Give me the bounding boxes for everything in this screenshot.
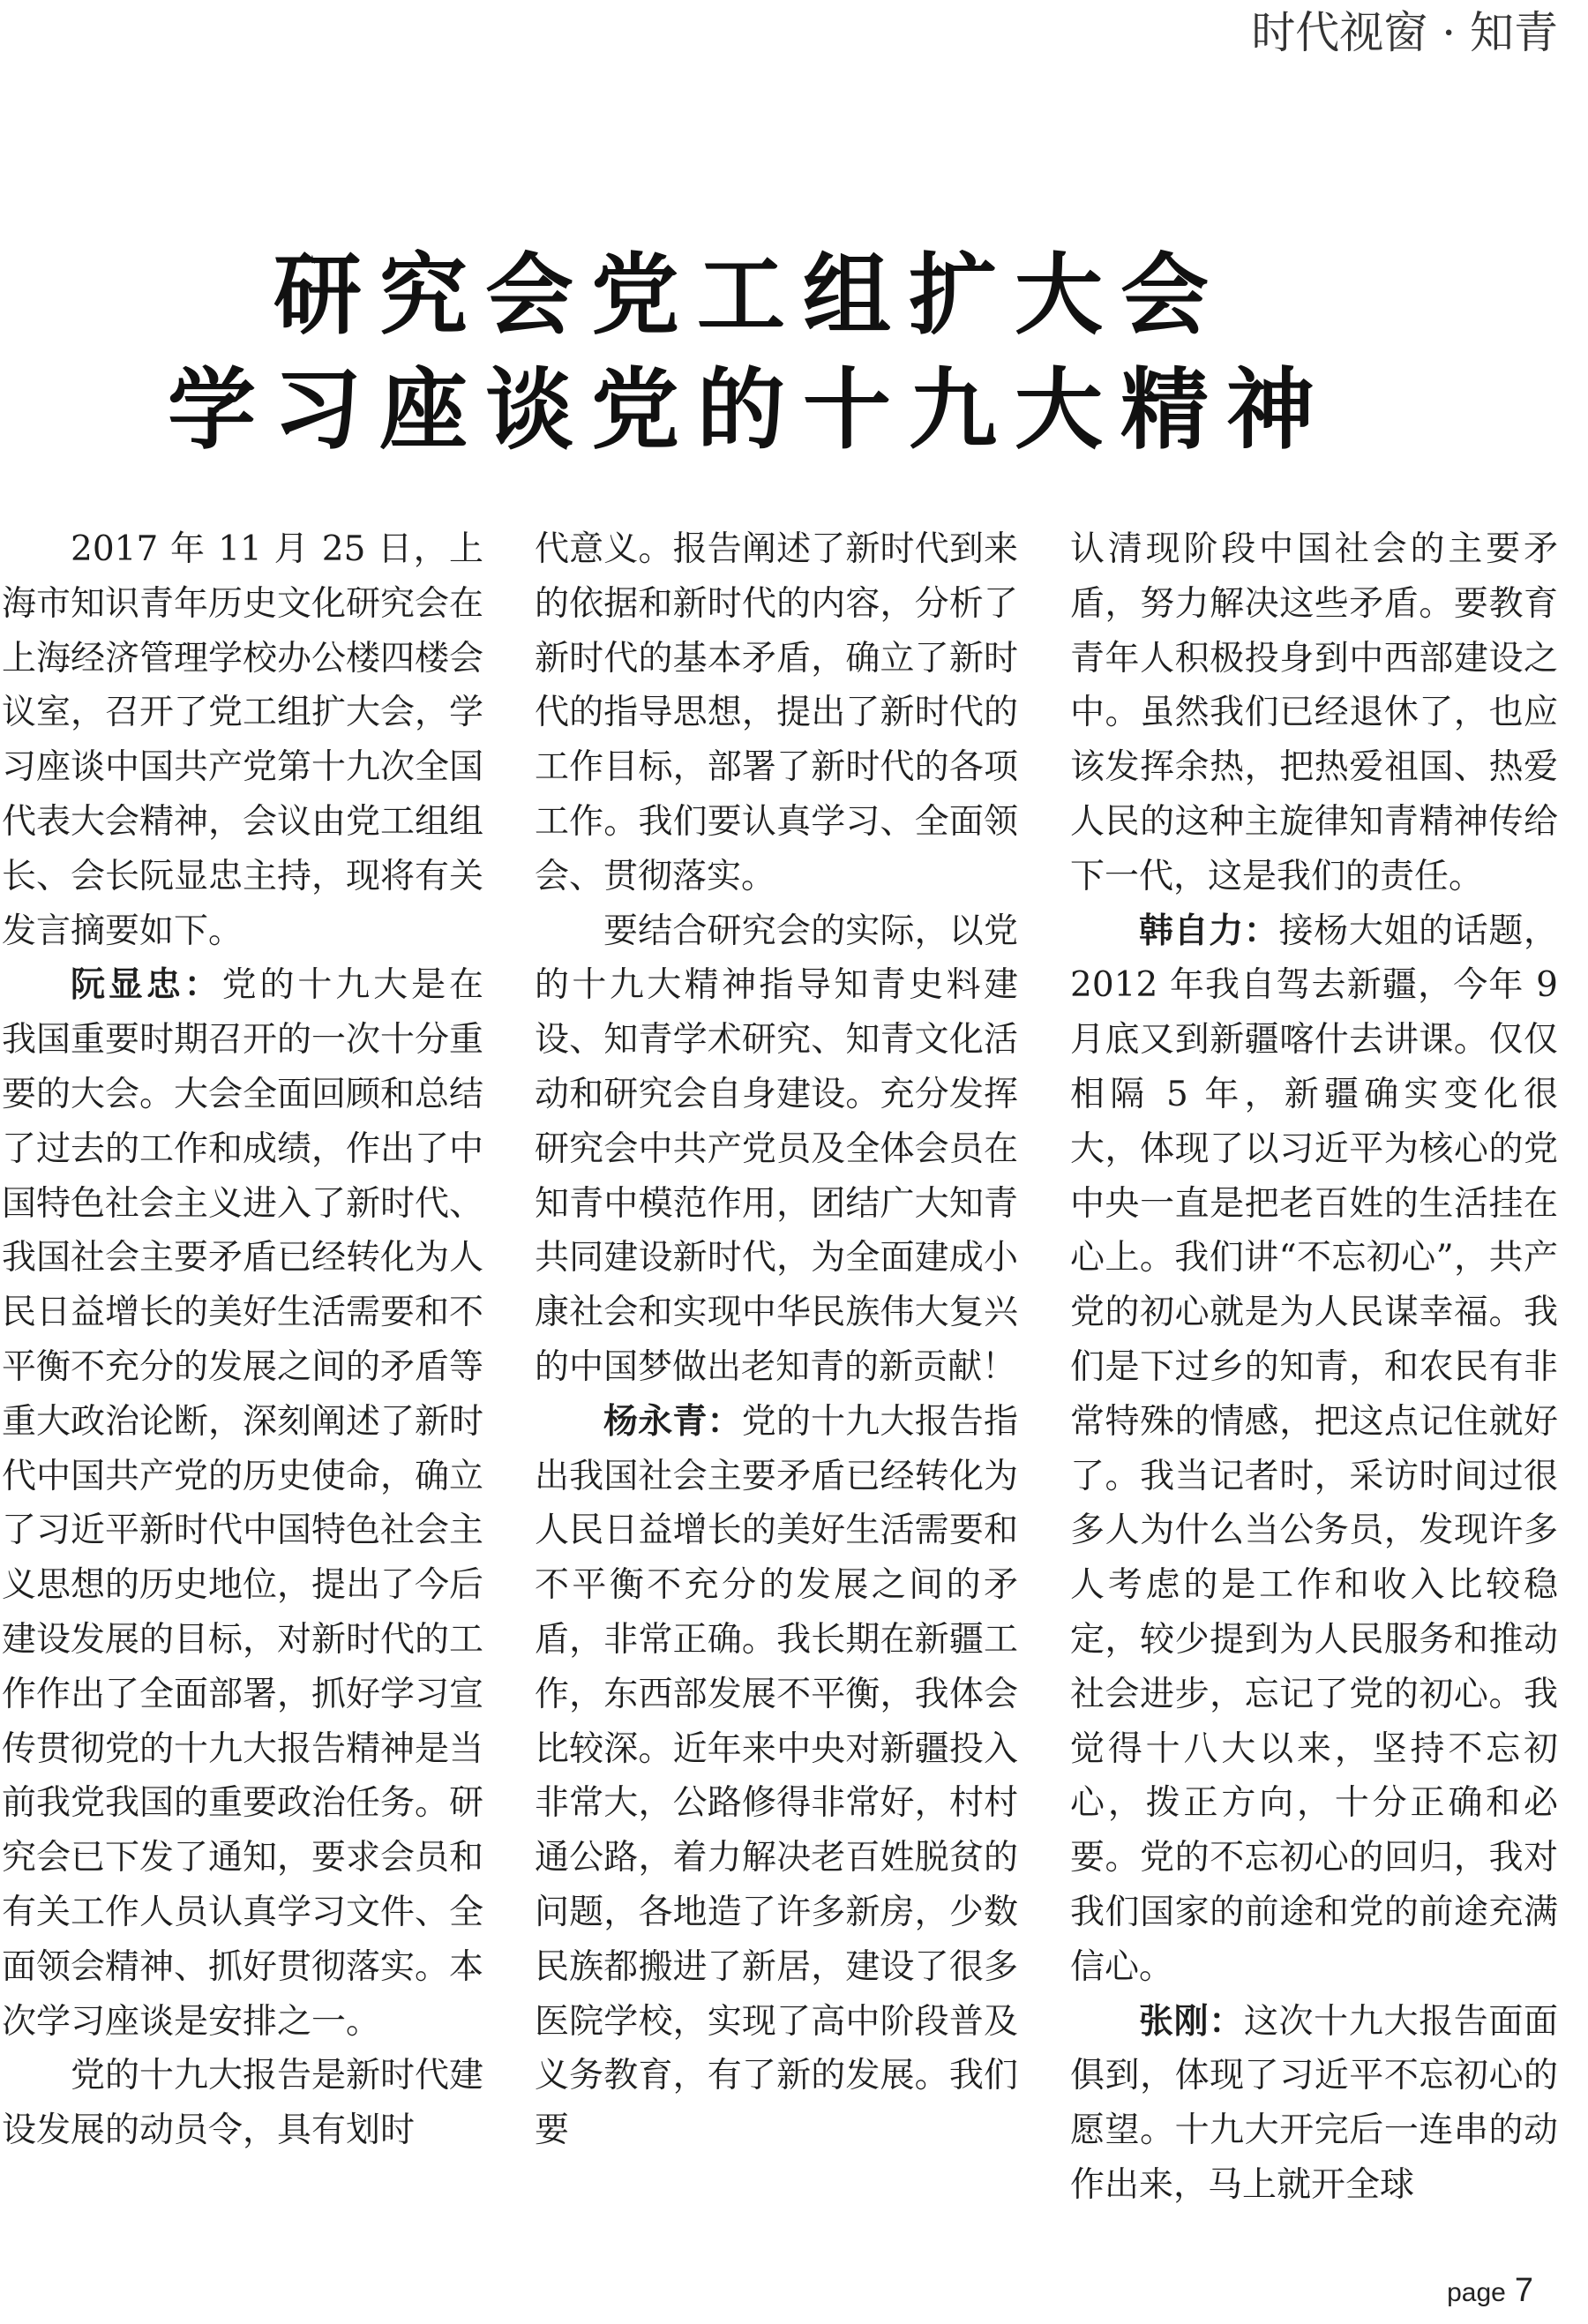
body-paragraph: 党的十九大报告是新时代建设发展的动员令，具有划时 [2, 2056, 484, 2151]
body-paragraph: 要结合研究会的实际，以党的十九大精神指导知青史料建设、知青学术研究、知青文化活动和研究会自身建设。充分发挥研究会中共产党员及全体会员在知青中模范作用，团结广大知青共同建设新时代，为全面建成小康社会和实现中华民族伟大复兴的中国梦做出老知青的新贡献！ [535, 911, 1018, 1387]
text-column-3 [1070, 522, 1558, 2213]
article-title-line-1: 研究会党工组扩大会 [273, 244, 1226, 347]
article-title-line-2: 学习座谈党的十九大精神 [168, 358, 1332, 461]
speech-paragraph [2, 958, 483, 2049]
text-column-1 [2, 522, 483, 2158]
speech-text: 党的十九大报告指出我国社会主要矛盾已经转化为人民日益增长的美好生活需要和不平衡不充分的发展之间的矛盾，非常正确。我长期在新疆工作，东西部发展不平衡，我体会比较深。近年来中央对新疆投入非常大，公路修得非常好，村村通公路，着力解决老百姓脱贫的问题，各地造了许多新房，少数民族都搬进了新居，建设了很多医院学校，实现了高中阶段普及义务教育，有了新的发展。我们要 [535, 1401, 1018, 2151]
page-label: page [1447, 2278, 1506, 2307]
continued-paragraph: 认清现阶段中国社会的主要矛盾，努力解决这些矛盾。要教育青年人积极投身到中西部建设之中。虽然我们已经退休了，也应该发挥余热，把热爱祖国、热爱人民的这种主旋律知青精神传给下一代，这是我们的责任。 [1070, 529, 1558, 896]
intro-paragraph: 2017 年 11 月 25 日，上海市知识青年历史文化研究会在上海经济管理学校办公楼四楼会议室，召开了党工组扩大会，学习座谈中国共产党第十九次全国代表大会精神，会议由党工组组长、会长阮显忠主持，现将有关发言摘要如下。 [2, 529, 484, 951]
page-number: 7 [1514, 2272, 1533, 2309]
speaker-name: 韩自力： [1139, 911, 1279, 951]
section-header: 时代视窗 · 知青 [1251, 7, 1558, 58]
speech-text: 党的十九大是在我国重要时期召开的一次十分重要的大会。大会全面回顾和总结了过去的工作和成绩，作出了中国特色社会主义进入了新时代、我国社会主要矛盾已经转化为人民日益增长的美好生活需要和不平衡不充分的发展之间的矛盾等重大政治论断，深刻阐述了新时代中国共产党的历史使命，确立了习近平新时代中国特色社会主义思想的历史地位，提出了今后建设发展的目标，对新时代的工作作出了全面部署，抓好学习宣传贯彻党的十九大报告精神是当前我党我国的重要政治任务。研究会已下发了通知，要求会员和有关工作人员认真学习文件、全面领会精神、抓好贯彻落实。本次学习座谈是安排之一。 [2, 965, 484, 2042]
speech-paragraph [1070, 904, 1558, 1995]
page-footer [1447, 2272, 1533, 2310]
speech-paragraph [1070, 1995, 1558, 2213]
speech-paragraph [535, 1395, 1018, 2158]
speech-text: 这次十九大报告面面俱到，体现了习近平不忘初心的愿望。十九大开完后一连串的动作出来，马上就开全球 [1070, 2001, 1558, 2205]
continued-paragraph: 代意义。报告阐述了新时代到来的依据和新时代的内容，分析了新时代的基本矛盾，确立了新时代的指导思想，提出了新时代的工作目标，部署了新时代的各项工作。我们要认真学习、全面领会、贯彻落实。 [535, 529, 1018, 896]
speaker-name: 杨永青： [603, 1401, 742, 1442]
speech-text: 接杨大姐的话题，2012 年我自驾去新疆，今年 9 月底又到新疆喀什去讲课。仅仅相隔 5 年，新疆确实变化很大，体现了以习近平为核心的党中央一直是把老百姓的生活挂在心上。我们讲“不忘初心”，共产党的初心就是为人民谋幸福。我们是下过乡的知青，和农民有非常特殊的情感，把这点记住就好了。我当记者时，采访时间过很多人为什么当公务员，发现许多人考虑的是工作和收入比较稳定，较少提到为人民服务和推动社会进步，忘记了党的初心。我觉得十八大以来，坚持不忘初心，拨正方向，十分正确和必要。党的不忘初心的回归，我对我们国家的前途和党的前途充满信心。 [1070, 911, 1558, 1987]
speaker-name: 张刚： [1139, 2001, 1244, 2042]
speaker-name: 阮显忠： [71, 965, 222, 1006]
text-column-2 [535, 522, 1018, 2158]
